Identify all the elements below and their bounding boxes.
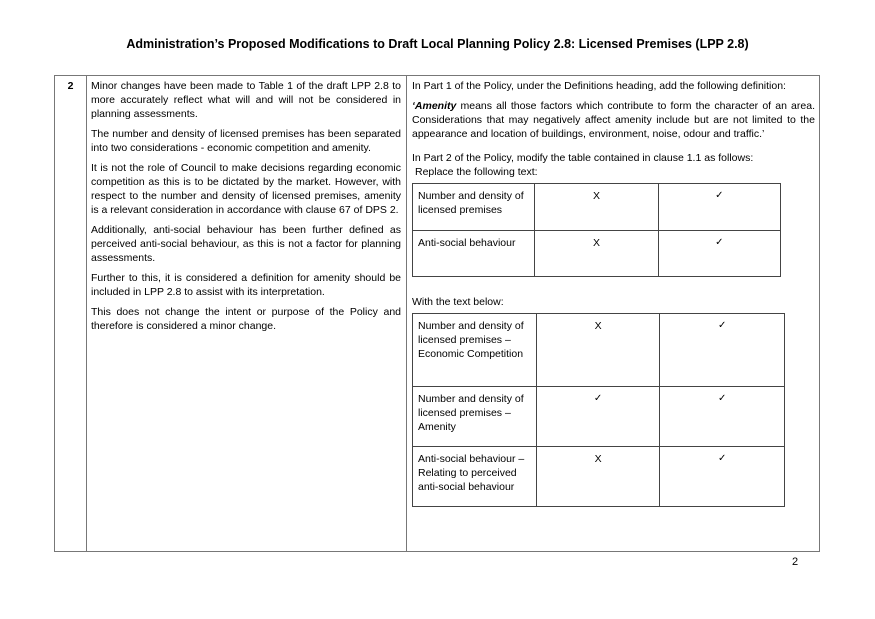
table-cell-mark: ✓ — [658, 184, 780, 231]
modification-column — [412, 79, 815, 179]
reason-paragraph: This does not change the intent or purpose of the Policy and therefore is considered a minor change. — [91, 306, 401, 332]
definition-term: ‘Amenity — [412, 100, 457, 112]
table-cell-label: Anti-social behaviour — [413, 231, 535, 277]
reason-paragraph: It is not the role of Council to make decisions regarding economic competition as this is to be dictated by the market. However, with respect to the number and density of licensed premises, amenity is a relevant consideration in accordance with clause 67 of DPS 2. — [91, 162, 401, 216]
modification-intro: In Part 1 of the Policy, under the Definitions heading, add the following definition: — [412, 80, 786, 92]
replace-label: Replace the following text: — [415, 166, 538, 178]
part2-instruction: In Part 2 of the Policy, modify the table contained in clause 1.1 as follows: — [412, 152, 754, 164]
table-cell-label: Number and density of licensed premises – Economic Competition — [413, 314, 537, 387]
table-cell-label: Number and density of licensed premises — [413, 184, 535, 231]
table-cell-mark: ✓ — [658, 231, 780, 277]
amenity-definition — [412, 99, 815, 141]
row-number: 2 — [67, 80, 74, 92]
table-cell-label: Anti-social behaviour – Relating to perceived anti-social behaviour — [413, 447, 537, 507]
table-cell-mark: X — [535, 231, 658, 277]
with-label: With the text below: — [412, 296, 504, 308]
new-table — [412, 313, 785, 507]
reason-column — [91, 79, 401, 339]
table-cell-mark: X — [535, 184, 658, 231]
table-cell-mark: ✓ — [536, 387, 660, 447]
reason-paragraph: Further to this, it is considered a definition for amenity should be included in LPP 2.8 to assist with its interpretation. — [91, 272, 401, 298]
table-cell-mark: ✓ — [660, 447, 785, 507]
table-cell-mark: X — [536, 314, 660, 387]
table-row — [413, 184, 781, 231]
table-cell-mark: X — [536, 447, 660, 507]
reason-paragraph: Additionally, anti-social behaviour has been further defined as perceived anti-social behaviour, as this is not a factor for planning assessments. — [91, 224, 401, 264]
reason-paragraph: Minor changes have been made to Table 1 of the draft LPP 2.8 to more accurately reflect what will and will not be considered in planning assessments. — [91, 80, 401, 120]
column-divider — [406, 76, 407, 551]
table-cell-mark: ✓ — [660, 314, 785, 387]
table-row — [413, 387, 785, 447]
table-row — [413, 314, 785, 387]
table-row — [413, 447, 785, 507]
page-number: 2 — [792, 556, 799, 568]
table-row — [413, 231, 781, 277]
table-cell-mark: ✓ — [660, 387, 785, 447]
definition-text: means all those factors which contribute to form the character of an area. Considerations that may negatively affect amenity include but are not limited to the appearance and location of buildings, environment, noise, odour and traffic.’ — [412, 100, 815, 140]
modifications-table — [54, 75, 820, 552]
table-cell-label: Number and density of licensed premises – Amenity — [413, 387, 537, 447]
reason-paragraph: The number and density of licensed premises has been separated into two considerations - economic competition and amenity. — [91, 128, 401, 154]
page-title: Administration’s Proposed Modifications to Draft Local Planning Policy 2.8: Licensed Premises (LPP 2.8) — [126, 37, 749, 51]
column-divider — [86, 76, 87, 551]
old-table — [412, 183, 781, 277]
